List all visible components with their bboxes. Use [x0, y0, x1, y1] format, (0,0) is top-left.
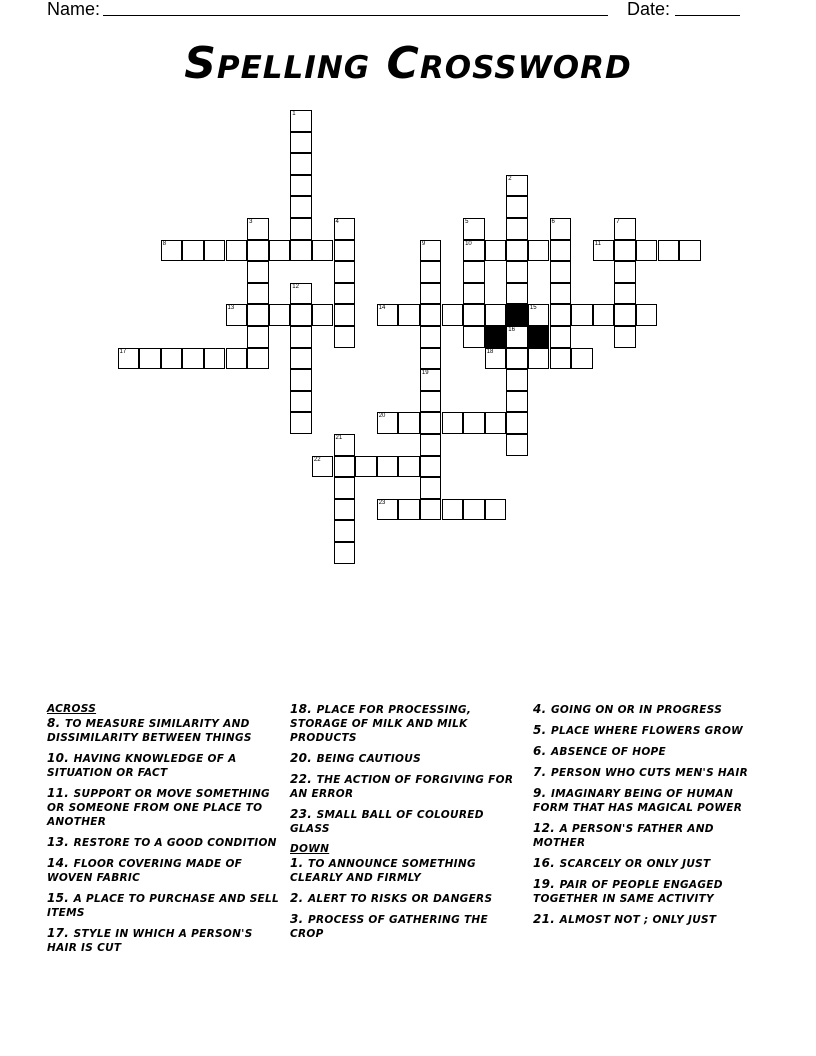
grid-cell[interactable] [334, 326, 356, 348]
grid-cell[interactable] [442, 412, 464, 434]
down-clue [533, 786, 765, 815]
grid-cell[interactable] [312, 456, 334, 478]
grid-cell[interactable] [420, 391, 442, 413]
across-clue [47, 856, 279, 885]
grid-cell[interactable] [334, 499, 356, 521]
clue-text: A PLACE TO PURCHASE AND SELL ITEMS [47, 893, 280, 919]
clue-number: 18. [290, 702, 317, 716]
cell-number: 19 [421, 370, 429, 377]
cell-number: 5 [465, 219, 469, 225]
cell-number: 8 [162, 240, 167, 247]
grid-cell[interactable] [679, 240, 701, 262]
clue-text: PLACE WHERE FLOWERS GROW [551, 725, 744, 737]
down-clue [533, 765, 765, 780]
grid-cell[interactable] [398, 499, 420, 521]
clue-text: GOING ON OR IN PROGRESS [551, 704, 723, 716]
clue-number: 17. [47, 926, 74, 940]
grid-cell[interactable] [290, 132, 312, 154]
grid-cell[interactable] [506, 326, 528, 348]
grid-cell[interactable] [506, 218, 528, 240]
clue-number: 4. [533, 702, 551, 716]
grid-cell[interactable] [550, 326, 572, 348]
grid-cell[interactable] [290, 369, 312, 391]
down-clue [533, 744, 765, 759]
grid-cell[interactable] [420, 369, 442, 391]
clue-text: SCARCELY OR ONLY JUST [559, 858, 711, 870]
clue-text: IMAGINARY BEING OF HUMAN FORM THAT HAS MAGICAL POWER [533, 788, 743, 814]
grid-cell[interactable] [485, 412, 507, 434]
across-clue [290, 751, 522, 766]
grid-block [528, 326, 550, 348]
cell-number: 2 [508, 175, 512, 182]
grid-cell[interactable] [593, 240, 615, 262]
grid-cell[interactable] [290, 175, 312, 197]
across-clue [290, 772, 522, 801]
across-clue [47, 716, 279, 745]
grid-cell[interactable] [226, 240, 248, 262]
cell-number: 11 [594, 240, 601, 247]
grid-block [506, 304, 528, 326]
cell-number: 7 [616, 219, 620, 225]
grid-cell[interactable] [614, 283, 636, 305]
grid-cell[interactable] [550, 240, 572, 262]
clue-text: TO ANNOUNCE SOMETHING CLEARLY AND FIRMLY [290, 858, 476, 884]
clue-number: 8. [47, 716, 65, 730]
grid-cell[interactable] [420, 240, 442, 262]
clue-number: 21. [533, 912, 560, 926]
grid-cell[interactable] [506, 434, 528, 456]
grid-cell[interactable] [463, 499, 485, 521]
across-clue [290, 702, 522, 745]
clue-text: ALMOST NOT ; ONLY JUST [559, 914, 717, 926]
grid-cell[interactable] [204, 348, 226, 370]
grid-cell[interactable] [463, 326, 485, 348]
grid-cell[interactable] [550, 348, 572, 370]
clue-text: PERSON WHO CUTS MEN'S HAIR [551, 767, 748, 779]
grid-cell[interactable] [571, 348, 593, 370]
grid-cell[interactable] [226, 348, 248, 370]
grid-cell[interactable] [269, 240, 291, 262]
clue-text: SUPPORT OR MOVE SOMETHING OR SOMEONE FROM ONE PLACE TO ANOTHER [47, 788, 270, 828]
clue-number: 12. [533, 821, 560, 835]
grid-cell[interactable] [614, 240, 636, 262]
clues-column-3 [533, 702, 765, 933]
grid-cell[interactable] [420, 283, 442, 305]
clue-number: 15. [47, 891, 74, 905]
grid-cell[interactable] [204, 240, 226, 262]
grid-cell[interactable] [614, 218, 636, 240]
clue-text: BEING CAUTIOUS [316, 753, 421, 765]
grid-cell[interactable] [290, 326, 312, 348]
grid-cell[interactable] [506, 283, 528, 305]
clue-text: FLOOR COVERING MADE OF WOVEN FABRIC [47, 858, 243, 884]
grid-block [485, 326, 507, 348]
grid-cell[interactable] [334, 434, 356, 456]
grid-cell[interactable] [506, 196, 528, 218]
grid-cell[interactable] [485, 240, 507, 262]
grid-cell[interactable] [118, 348, 140, 370]
grid-cell[interactable] [506, 175, 528, 197]
grid-cell[interactable] [420, 456, 442, 478]
grid-cell[interactable] [463, 283, 485, 305]
page-title: Spelling Crossword [184, 38, 632, 89]
grid-cell[interactable] [334, 218, 356, 240]
cell-number: 14 [378, 305, 386, 312]
down-clue [290, 891, 522, 906]
grid-cell[interactable] [528, 240, 550, 262]
clue-number: 5. [533, 723, 551, 737]
clue-text: TO MEASURE SIMILARITY AND DISSIMILARITY BETWEEN THINGS [47, 718, 252, 744]
grid-cell[interactable] [312, 304, 334, 326]
grid-cell[interactable] [334, 304, 356, 326]
grid-cell[interactable] [290, 391, 312, 413]
clue-number: 13. [47, 835, 74, 849]
grid-cell[interactable] [485, 304, 507, 326]
clue-text: A PERSON'S FATHER AND MOTHER [533, 823, 714, 849]
grid-cell[interactable] [334, 542, 356, 564]
clues-column-1 [47, 702, 279, 961]
clue-number: 19. [533, 877, 560, 891]
cell-number: 20 [378, 413, 386, 420]
grid-cell[interactable] [247, 348, 269, 370]
grid-cell[interactable] [614, 326, 636, 348]
cell-number: 18 [486, 348, 494, 355]
grid-cell[interactable] [398, 456, 420, 478]
cell-number: 3 [249, 219, 253, 225]
clue-text: PROCESS OF GATHERING THE CROP [290, 914, 488, 940]
clue-text: HAVING KNOWLEDGE OF A SITUATION OR FACT [47, 753, 237, 779]
grid-cell[interactable] [161, 240, 183, 262]
cell-number: 9 [421, 240, 426, 247]
across-clue [47, 891, 279, 920]
grid-cell[interactable] [614, 261, 636, 283]
grid-cell[interactable] [550, 218, 572, 240]
cell-number: 12 [292, 283, 299, 290]
grid-cell[interactable] [506, 391, 528, 413]
clue-number: 14. [47, 856, 74, 870]
grid-cell[interactable] [463, 412, 485, 434]
clue-text: SMALL BALL OF COLOURED GLASS [290, 809, 484, 835]
grid-cell[interactable] [247, 261, 269, 283]
down-clue [533, 702, 765, 717]
grid-cell[interactable] [334, 261, 356, 283]
grid-cell[interactable] [614, 304, 636, 326]
clue-text: THE ACTION OF FORGIVING FOR AN ERROR [290, 774, 514, 800]
cell-number: 16 [508, 327, 515, 333]
down-clue [533, 856, 765, 871]
grid-cell[interactable] [182, 240, 204, 262]
down-clue [533, 877, 765, 906]
grid-cell[interactable] [528, 348, 550, 370]
grid-cell[interactable] [420, 477, 442, 499]
grid-cell[interactable] [334, 240, 356, 262]
grid-cell[interactable] [420, 261, 442, 283]
clue-number: 6. [533, 744, 551, 758]
cell-number: 4 [335, 219, 339, 225]
grid-cell[interactable] [269, 304, 291, 326]
grid-cell[interactable] [312, 240, 334, 262]
down-clue [290, 856, 522, 885]
clue-number: 11. [47, 786, 74, 800]
clue-number: 16. [533, 856, 560, 870]
grid-cell[interactable] [377, 412, 399, 434]
clue-text: PAIR OF PEOPLE ENGAGED TOGETHER IN SAME ACTIVITY [533, 879, 723, 905]
grid-cell[interactable] [398, 412, 420, 434]
grid-cell[interactable] [398, 304, 420, 326]
clue-text: RESTORE TO A GOOD CONDITION [73, 837, 277, 849]
clue-number: 22. [290, 772, 317, 786]
grid-cell[interactable] [420, 434, 442, 456]
clue-text: PLACE FOR PROCESSING, STORAGE OF MILK AND MILK PRODUCTS [290, 704, 472, 744]
grid-cell[interactable] [290, 218, 312, 240]
grid-cell[interactable] [636, 240, 658, 262]
down-clue [533, 723, 765, 738]
grid-cell[interactable] [442, 304, 464, 326]
across-clue [47, 926, 279, 955]
grid-cell[interactable] [247, 240, 269, 262]
grid-cell[interactable] [420, 304, 442, 326]
clue-number: 3. [290, 912, 308, 926]
clue-text: ALERT TO RISKS OR DANGERS [308, 893, 493, 905]
grid-cell[interactable] [290, 153, 312, 175]
down-clue [290, 912, 522, 941]
grid-cell[interactable] [528, 304, 550, 326]
grid-cell[interactable] [355, 456, 377, 478]
grid-cell[interactable] [377, 499, 399, 521]
cell-number: 6 [551, 219, 555, 225]
cell-number: 13 [227, 305, 235, 312]
down-clue [533, 912, 765, 927]
clue-number: 1. [290, 856, 308, 870]
cell-number: 10 [465, 240, 472, 247]
grid-cell[interactable] [420, 348, 442, 370]
clue-number: 23. [290, 807, 317, 821]
clue-number: 7. [533, 765, 551, 779]
cell-number: 23 [378, 499, 386, 506]
grid-cell[interactable] [463, 240, 485, 262]
grid-cell[interactable] [334, 283, 356, 305]
down-title: DOWN [290, 843, 330, 855]
cell-number: 22 [313, 456, 321, 463]
grid-cell[interactable] [506, 348, 528, 370]
grid-cell[interactable] [377, 304, 399, 326]
across-title: ACROSS [47, 703, 97, 715]
grid-cell[interactable] [290, 304, 312, 326]
grid-cell[interactable] [290, 196, 312, 218]
grid-cell[interactable] [593, 304, 615, 326]
grid-cell[interactable] [290, 283, 312, 305]
grid-cell[interactable] [420, 326, 442, 348]
grid-cell[interactable] [506, 412, 528, 434]
name-label: Name: [47, 0, 101, 19]
grid-cell[interactable] [247, 304, 269, 326]
down-clue [533, 821, 765, 850]
grid-cell[interactable] [506, 261, 528, 283]
cell-number: 15 [529, 305, 537, 312]
grid-cell[interactable] [247, 326, 269, 348]
grid-cell[interactable] [420, 412, 442, 434]
clues-column-2 [290, 702, 522, 947]
clue-number: 20. [290, 751, 317, 765]
clue-number: 10. [47, 751, 74, 765]
grid-cell[interactable] [226, 304, 248, 326]
grid-cell[interactable] [161, 348, 183, 370]
across-clue [47, 751, 279, 780]
grid-cell[interactable] [182, 348, 204, 370]
grid-cell[interactable] [290, 110, 312, 132]
clue-text: ABSENCE OF HOPE [551, 746, 667, 758]
grid-cell[interactable] [550, 261, 572, 283]
across-clue [290, 807, 522, 836]
grid-cell[interactable] [463, 261, 485, 283]
grid-cell[interactable] [139, 348, 161, 370]
grid-cell[interactable] [290, 348, 312, 370]
grid-cell[interactable] [442, 499, 464, 521]
grid-cell[interactable] [377, 456, 399, 478]
grid-cell[interactable] [290, 412, 312, 434]
grid-cell[interactable] [485, 348, 507, 370]
clue-number: 2. [290, 891, 308, 905]
grid-cell[interactable] [247, 283, 269, 305]
grid-cell[interactable] [247, 218, 269, 240]
grid-cell[interactable] [550, 283, 572, 305]
cell-number: 21 [335, 435, 343, 441]
grid-cell[interactable] [334, 520, 356, 542]
grid-cell[interactable] [571, 304, 593, 326]
grid-cell[interactable] [463, 218, 485, 240]
clue-text: STYLE IN WHICH A PERSON'S HAIR IS CUT [47, 928, 253, 954]
cell-number: 1 [292, 111, 296, 117]
grid-cell[interactable] [506, 369, 528, 391]
grid-cell[interactable] [463, 304, 485, 326]
clue-number: 9. [533, 786, 551, 800]
grid-cell[interactable] [485, 499, 507, 521]
date-label: Date: [627, 0, 671, 19]
grid-cell[interactable] [636, 304, 658, 326]
across-clue [47, 786, 279, 829]
cell-number: 17 [119, 348, 127, 355]
grid-cell[interactable] [420, 499, 442, 521]
grid-cell[interactable] [334, 477, 356, 499]
grid-cell[interactable] [506, 240, 528, 262]
across-clue [47, 835, 279, 850]
grid-cell[interactable] [550, 304, 572, 326]
grid-cell[interactable] [290, 240, 312, 262]
grid-cell[interactable] [334, 456, 356, 478]
grid-cell[interactable] [658, 240, 680, 262]
